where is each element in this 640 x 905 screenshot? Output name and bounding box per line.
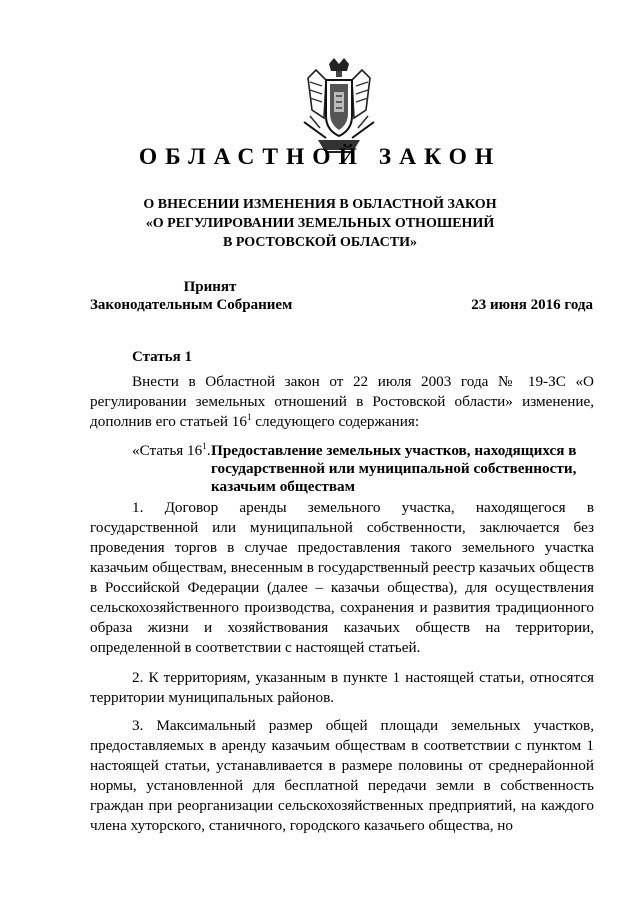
coat-of-arms-emblem: [296, 58, 382, 158]
paragraph-text: 2. К территориям, указанным в пункте 1 настоящей статьи, относятся территории муниципальных районов.: [90, 669, 594, 706]
new-article-superscript: 1: [202, 440, 207, 451]
paragraph-text: 1. Договор аренды земельного участка, находящегося в государственной или муниципальной собственности, заключается без проведения торгов в случае предоставления такого земельного участка казачьим обществам, внесенным в государственный реестр казачьих обществ в Российской Федерации (далее – казачьи общества), для осуществления сельскохозяйственного производства, сохранения и развития традиционного образа жизни и хозяйствования казачьих обществ на территории, определенной в соответствии с настоящей статьей.: [90, 499, 594, 656]
adopted-by: Законодательным Собранием: [90, 297, 293, 313]
subtitle-line: «О РЕГУЛИРОВАНИИ ЗЕМЕЛЬНЫХ ОТНОШЕНИЙ: [145, 216, 495, 231]
adopted-label: Принят: [183, 279, 237, 295]
new-article-title: Предоставление земельных участков, находящихся в государственной или муниципальной собственности, казачьим обществам: [211, 442, 577, 495]
paragraph-3: [90, 716, 594, 836]
new-article-label-text: «Статья 16: [132, 442, 203, 459]
new-article-heading: [132, 442, 602, 496]
article-1-text-end: следующего содержания:: [251, 413, 420, 430]
law-subtitle: [0, 195, 640, 252]
paragraph-text: 3. Максимальный размер общей площади земельных участков, предоставляемых в аренду казачьим обществам в соответствии с пунктом 1 настоящей статьи, устанавливается в размере половины от среднерайонной нормы, установленной для бесплатной передачи земли в собственность граждан при реорганизации сельскохозяйственных предприятий, на каждого члена хуторского, станичного, городского казачьего общества, но: [90, 717, 594, 834]
article-1-heading: Статья 1: [132, 349, 192, 365]
adopted-date: 23 июня 2016 года: [471, 297, 593, 313]
new-article-dot: .: [206, 442, 211, 459]
paragraph-1: [90, 498, 594, 658]
new-article-label: [132, 442, 211, 460]
article-1-text: Внести в Областной закон от 22 июля 2003 года № 19-ЗС «О регулировании земельных отношений в Ростовской области» изменение, дополнив его статьей 16: [90, 373, 594, 430]
law-title: ОБЛАСТНОЙ ЗАКОН: [138, 144, 502, 170]
subtitle-line: В РОСТОВСКОЙ ОБЛАСТИ»: [222, 235, 418, 250]
article-1-superscript: 1: [246, 411, 252, 422]
subtitle-line: О ВНЕСЕНИИ ИЗМЕНЕНИЯ В ОБЛАСТНОЙ ЗАКОН: [143, 197, 497, 212]
article-1-body: [90, 372, 594, 432]
paragraph-2: [90, 668, 594, 708]
